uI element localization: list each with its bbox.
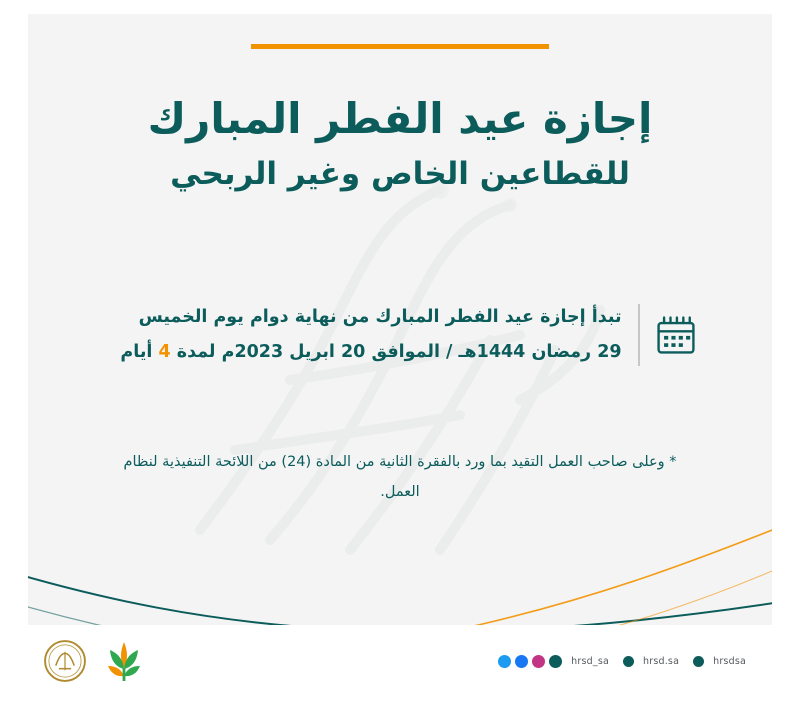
frame-edge-left: [0, 0, 28, 709]
snapchat-icon[interactable]: [623, 656, 634, 667]
footer-social: [498, 655, 754, 668]
holiday-info-line-2: [120, 335, 621, 370]
footer-logos: [42, 638, 146, 684]
youtube-icon[interactable]: [549, 655, 562, 668]
accent-bar: [251, 44, 549, 49]
holiday-duration-number: 4: [158, 342, 171, 362]
saudi-emblem-logo: [42, 638, 88, 684]
handle-hrsd-dot-sa[interactable]: hrsd.sa: [643, 655, 680, 667]
page-subtitle: للقطاعين الخاص وغير الربحي: [170, 156, 630, 193]
handle-hrsdsa[interactable]: hrsdsa: [713, 655, 746, 667]
frame-edge-top: [0, 0, 800, 14]
twitter-icon[interactable]: [498, 655, 511, 668]
holiday-info-block: [0, 300, 800, 370]
social-icon-group: [498, 655, 562, 668]
facebook-icon[interactable]: [515, 655, 528, 668]
legal-note: [0, 448, 800, 507]
note-bullet: *: [669, 454, 677, 470]
holiday-date-suffix: أيام: [120, 342, 159, 362]
calendar-icon: [654, 313, 698, 357]
frame-edge-bottom: [0, 697, 800, 709]
instagram-icon[interactable]: [532, 655, 545, 668]
holiday-info-line-1: تبدأ إجازة عيد الفطر المبارك من نهاية دوام يوم الخميس: [138, 307, 622, 327]
hrsd-ministry-logo: [102, 638, 146, 684]
holiday-date-prefix: 29 رمضان 1444هـ / الموافق 20 ابريل 2023م لمدة: [170, 342, 622, 362]
tiktok-icon[interactable]: [693, 656, 704, 667]
title-group: [0, 92, 800, 196]
page-title: إجازة عيد الفطر المبارك: [147, 94, 653, 143]
vertical-divider: [638, 304, 640, 366]
handle-hrsd-sa[interactable]: hrsd_sa: [571, 655, 609, 667]
note-text: وعلى صاحب العمل التقيد بما ورد بالفقرة الثانية من المادة (24) من اللائحة التنفيذية لنظام العمل.: [123, 454, 665, 500]
footer-bar: [28, 625, 772, 697]
holiday-info-text: [102, 300, 623, 370]
frame-edge-right: [772, 0, 800, 709]
